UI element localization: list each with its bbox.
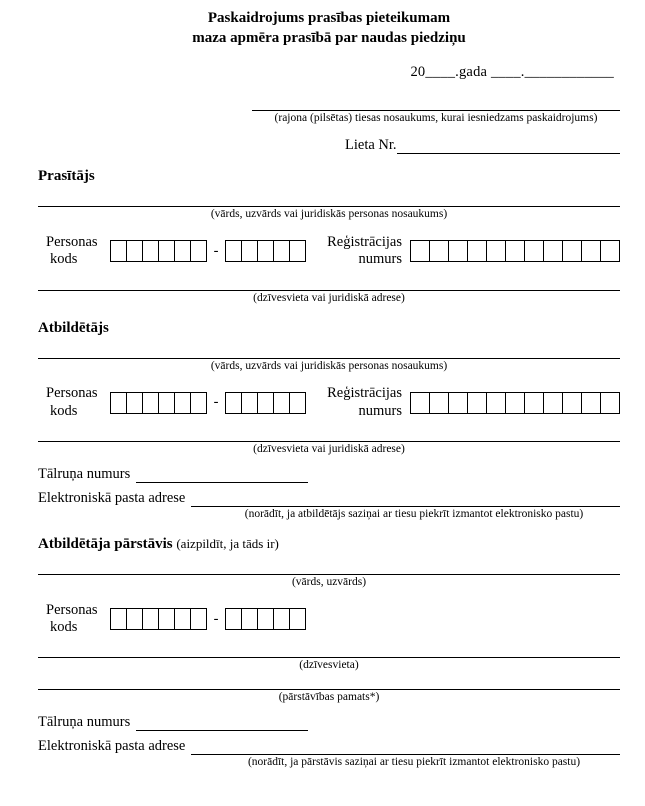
- input-cell[interactable]: [486, 392, 506, 414]
- personal-code-dash: -: [213, 394, 219, 411]
- plaintiff-personal-code-group2[interactable]: [225, 240, 306, 262]
- input-cell[interactable]: [486, 240, 506, 262]
- input-cell[interactable]: [225, 392, 242, 414]
- input-cell[interactable]: [158, 608, 175, 630]
- representative-address-field: [38, 636, 620, 673]
- input-cell[interactable]: [241, 608, 258, 630]
- input-cell[interactable]: [225, 608, 242, 630]
- personal-code-label-line2: kods: [50, 251, 78, 268]
- input-cell[interactable]: [142, 608, 159, 630]
- personal-code-label-line1: Personas: [46, 385, 98, 402]
- input-cell[interactable]: [241, 240, 258, 262]
- representative-basis-field: [38, 673, 620, 705]
- representative-address-input[interactable]: [38, 636, 620, 658]
- personal-code-label-line1: Personas: [46, 234, 98, 251]
- plaintiff-code-row: [38, 234, 620, 269]
- input-cell[interactable]: [505, 240, 525, 262]
- input-cell[interactable]: [600, 392, 620, 414]
- case-number-input[interactable]: [397, 138, 620, 154]
- email-label: Elektroniskā pasta adrese: [38, 738, 186, 755]
- input-cell[interactable]: [448, 240, 468, 262]
- input-cell[interactable]: [273, 392, 290, 414]
- input-cell[interactable]: [429, 392, 449, 414]
- representative-name-field: [38, 553, 620, 590]
- defendant-address-field: [38, 420, 620, 457]
- input-cell[interactable]: [524, 240, 544, 262]
- defendant-address-caption: (dzīvesvieta vai juridiskā adrese): [253, 443, 405, 456]
- plaintiff-address-caption: (dzīvesvieta vai juridiskā adrese): [253, 291, 405, 304]
- defendant-name-input[interactable]: [38, 337, 620, 359]
- registration-label-line2: numurs: [358, 251, 402, 268]
- form-title-line1: Paskaidrojums prasības pieteikumam: [207, 10, 451, 26]
- input-cell[interactable]: [126, 240, 143, 262]
- input-cell[interactable]: [562, 392, 582, 414]
- input-cell[interactable]: [429, 240, 449, 262]
- representative-phone-row: [38, 714, 620, 731]
- email-label: Elektroniskā pasta adrese: [38, 490, 186, 507]
- representative-personal-code-label: [38, 602, 98, 637]
- input-cell[interactable]: [273, 240, 290, 262]
- input-cell[interactable]: [257, 392, 274, 414]
- input-cell[interactable]: [190, 392, 207, 414]
- defendant-personal-code-group2[interactable]: [225, 392, 306, 414]
- form-title-line2: maza apmēra prasībā par naudas piedziņu: [192, 30, 466, 47]
- input-cell[interactable]: [110, 392, 127, 414]
- phone-label: Tālruņa numurs: [38, 714, 131, 731]
- representative-personal-code-group1[interactable]: [110, 608, 207, 630]
- defendant-code-row: [38, 385, 620, 420]
- input-cell[interactable]: [190, 240, 207, 262]
- representative-basis-caption: (pārstāvības pamats*): [278, 691, 380, 704]
- defendant-heading: Atbildētājs: [38, 319, 109, 336]
- registration-label-line2: numurs: [358, 402, 402, 419]
- input-cell[interactable]: [543, 392, 563, 414]
- input-cell[interactable]: [174, 240, 191, 262]
- personal-code-label-line1: Personas: [46, 601, 98, 618]
- representative-address-caption: (dzīvesvieta): [299, 659, 359, 672]
- representative-email-input[interactable]: [191, 739, 620, 755]
- plaintiff-heading: Prasītājs: [38, 168, 95, 185]
- defendant-email-input[interactable]: [191, 491, 620, 507]
- input-cell[interactable]: [174, 392, 191, 414]
- representative-heading-row: [38, 536, 620, 553]
- input-cell[interactable]: [158, 240, 175, 262]
- date-line[interactable]: 20____.gada ____.____________: [410, 63, 614, 80]
- input-cell[interactable]: [225, 240, 242, 262]
- input-cell[interactable]: [289, 392, 306, 414]
- court-name-field: [252, 95, 620, 126]
- input-cell[interactable]: [126, 392, 143, 414]
- representative-heading-note: (aizpildīt, ja tāds ir): [176, 535, 279, 551]
- input-cell[interactable]: [543, 240, 563, 262]
- input-cell[interactable]: [289, 608, 306, 630]
- defendant-email-caption: (norādīt, ja atbildētājs saziņai ar tiesu piekrīt izmantot elektronisko pastu): [244, 508, 584, 521]
- plaintiff-address-field: [38, 269, 620, 306]
- representative-basis-input[interactable]: [38, 673, 620, 690]
- input-cell[interactable]: [142, 240, 159, 262]
- input-cell[interactable]: [257, 240, 274, 262]
- plaintiff-name-caption: (vārds, uzvārds vai juridiskās personas nosaukums): [210, 208, 448, 221]
- personal-code-label-line2: kods: [50, 619, 78, 636]
- representative-personal-code-group2[interactable]: [225, 608, 306, 630]
- defendant-name-caption: (vārds, uzvārds vai juridiskās personas nosaukums): [210, 359, 448, 372]
- input-cell[interactable]: [241, 392, 258, 414]
- input-cell[interactable]: [142, 392, 159, 414]
- input-cell[interactable]: [158, 392, 175, 414]
- input-cell[interactable]: [257, 608, 274, 630]
- defendant-personal-code-label: [38, 385, 98, 420]
- defendant-registration-label: [327, 385, 402, 420]
- input-cell[interactable]: [524, 392, 544, 414]
- input-cell[interactable]: [289, 240, 306, 262]
- input-cell[interactable]: [174, 608, 191, 630]
- personal-code-label-line2: kods: [50, 402, 78, 419]
- input-cell[interactable]: [581, 240, 601, 262]
- defendant-address-input[interactable]: [38, 420, 620, 442]
- court-name-input[interactable]: [252, 95, 620, 111]
- input-cell[interactable]: [467, 240, 487, 262]
- representative-email-row: [38, 738, 620, 755]
- plaintiff-name-input[interactable]: [38, 185, 620, 207]
- court-name-caption: (rajona (pilsētas) tiesas nosaukums, kurai iesniedzams paskaidrojums): [274, 111, 598, 124]
- representative-phone-input[interactable]: [136, 715, 308, 731]
- representative-code-row: [38, 602, 620, 637]
- input-cell[interactable]: [110, 608, 127, 630]
- representative-heading: Atbildētāja pārstāvis: [38, 535, 173, 552]
- input-cell[interactable]: [273, 608, 290, 630]
- defendant-registration-boxes[interactable]: [410, 392, 620, 414]
- defendant-personal-code-group1[interactable]: [110, 392, 207, 414]
- plaintiff-registration-boxes[interactable]: [410, 240, 620, 262]
- input-cell[interactable]: [410, 392, 430, 414]
- case-number-label: Lieta Nr.: [345, 137, 397, 154]
- defendant-email-row: [38, 490, 620, 507]
- plaintiff-personal-code-group1[interactable]: [110, 240, 207, 262]
- input-cell[interactable]: [110, 240, 127, 262]
- form-title: [38, 8, 620, 49]
- defendant-phone-row: [38, 466, 620, 483]
- input-cell[interactable]: [467, 392, 487, 414]
- plaintiff-name-field: [38, 185, 620, 222]
- case-number-row: [345, 137, 620, 154]
- personal-code-dash: -: [213, 610, 219, 627]
- defendant-name-field: [38, 337, 620, 374]
- plaintiff-address-input[interactable]: [38, 269, 620, 291]
- input-cell[interactable]: [600, 240, 620, 262]
- plaintiff-registration-label: [327, 234, 402, 269]
- representative-name-input[interactable]: [38, 553, 620, 575]
- registration-label-line1: Reģistrācijas: [327, 385, 402, 402]
- plaintiff-personal-code-label: [38, 234, 98, 269]
- input-cell[interactable]: [562, 240, 582, 262]
- representative-name-caption: (vārds, uzvārds): [291, 575, 367, 588]
- input-cell[interactable]: [448, 392, 468, 414]
- input-cell[interactable]: [126, 608, 143, 630]
- personal-code-dash: -: [213, 242, 219, 259]
- input-cell[interactable]: [581, 392, 601, 414]
- representative-email-caption: (norādīt, ja pārstāvis saziņai ar tiesu piekrīt izmantot elektronisko pastu): [247, 756, 581, 769]
- input-cell[interactable]: [505, 392, 525, 414]
- input-cell[interactable]: [190, 608, 207, 630]
- phone-label: Tālruņa numurs: [38, 466, 131, 483]
- input-cell[interactable]: [410, 240, 430, 262]
- registration-label-line1: Reģistrācijas: [327, 234, 402, 251]
- defendant-phone-input[interactable]: [136, 467, 308, 483]
